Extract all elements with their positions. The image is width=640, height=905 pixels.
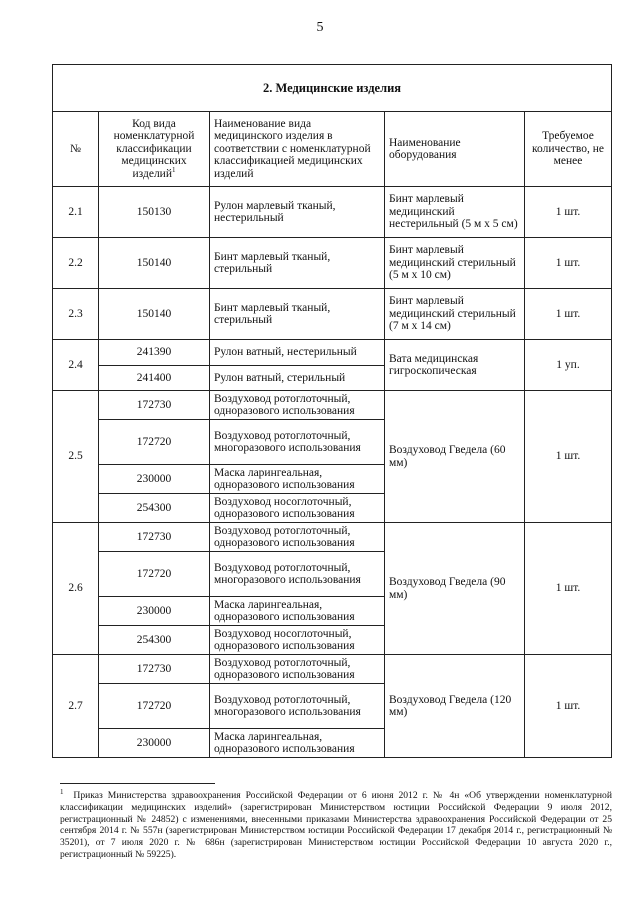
section-title-row [53,65,612,112]
row-num: 2.6 [53,523,99,655]
medical-devices-table [52,64,612,758]
table-row [53,523,612,552]
section-title: 2. Медицинские изделия [53,65,612,112]
row-qty: 1 шт. [525,289,612,340]
row-equipment: Бинт марлевый медицинский нестерильный (5 м x 5 см) [385,187,525,238]
footnote-text: Приказ Министерства здравоохранения Российской Федерации от 6 июня 2012 г. № 4н «Об утверждении номенклатурной классификации медицинских изделий» (зарегистрирован Министерством юстиции Российской Федерации 9 июля 2012, регистрационный № 24852) с изменениями, внесенными приказами Министерства здравоохранения Российской Федерации от 25 сентября 2014 г. № 557н (зарегистрирован Министерством юстиции Российской Федерации 17 декабря 2014 г., регистрационный № 35201), от 7 июля 2020 г. № 686н (зарегистрирован Министерством юстиции Российской Федерации 10 августа 2020 г., регистрационный № 59225). [60,790,612,860]
row-code: 172730 [99,523,210,552]
table-row [53,289,612,340]
row-num: 2.3 [53,289,99,340]
row-name: Маска ларингеальная, одноразового использования [210,729,385,758]
row-num: 2.1 [53,187,99,238]
row-code: 241400 [99,366,210,391]
row-num: 2.4 [53,340,99,391]
row-equipment: Бинт марлевый медицинский стерильный (7 м x 14 см) [385,289,525,340]
row-num: 2.7 [53,655,99,758]
table-row [53,340,612,366]
row-equipment: Воздуховод Гведела (120 мм) [385,655,525,758]
row-name: Воздуховод ротоглоточный, многоразового использования [210,684,385,729]
row-name: Воздуховод ротоглоточный, многоразового использования [210,552,385,597]
row-code: 172730 [99,655,210,684]
row-code: 172730 [99,391,210,420]
row-code: 254300 [99,494,210,523]
row-name: Рулон марлевый тканый, нестерильный [210,187,385,238]
row-equipment: Воздуховод Гведела (90 мм) [385,523,525,655]
table-row [53,187,612,238]
row-name: Маска ларингеальная, одноразового использования [210,597,385,626]
row-num: 2.5 [53,391,99,523]
row-code: 172720 [99,684,210,729]
row-code: 150140 [99,238,210,289]
header-num: № [53,112,99,187]
row-qty: 1 шт. [525,391,612,523]
row-code: 230000 [99,729,210,758]
row-code: 241390 [99,340,210,366]
row-qty: 1 шт. [525,523,612,655]
row-qty: 1 шт. [525,655,612,758]
row-name: Воздуховод носоглоточный, одноразового использования [210,626,385,655]
row-name: Рулон ватный, стерильный [210,366,385,391]
row-name: Воздуховод ротоглоточный, одноразового использования [210,391,385,420]
row-code: 150130 [99,187,210,238]
header-row [53,112,612,187]
header-code [99,112,210,187]
footnote-mark: 1 [60,787,64,796]
header-code-text: Код вида номенклатурной классификации медицинских изделий [113,117,195,180]
row-qty: 1 уп. [525,340,612,391]
row-code: 150140 [99,289,210,340]
header-qty: Требуемое количество, не менее [525,112,612,187]
row-num: 2.2 [53,238,99,289]
row-code: 172720 [99,552,210,597]
row-name: Рулон ватный, нестерильный [210,340,385,366]
footnote-divider [60,783,215,784]
footnote-ref: 1 [172,165,176,174]
row-equipment: Вата медицинская гигроскопическая [385,340,525,391]
page-number: 5 [316,20,324,35]
row-name: Воздуховод ротоглоточный, многоразового использования [210,420,385,465]
row-name: Воздуховод носоглоточный, одноразового использования [210,494,385,523]
table-row [53,391,612,420]
row-equipment: Бинт марлевый медицинский стерильный (5 м x 10 см) [385,238,525,289]
row-name: Воздуховод ротоглоточный, одноразового использования [210,523,385,552]
row-code: 230000 [99,597,210,626]
table-row [53,655,612,684]
footnote [60,787,612,861]
table-row [53,238,612,289]
row-code: 172720 [99,420,210,465]
row-qty: 1 шт. [525,187,612,238]
row-code: 254300 [99,626,210,655]
row-equipment: Воздуховод Гведела (60 мм) [385,391,525,523]
row-qty: 1 шт. [525,238,612,289]
row-code: 230000 [99,465,210,494]
row-name: Маска ларингеальная, одноразового использования [210,465,385,494]
header-equipment: Наименование оборудования [385,112,525,187]
header-name: Наименование вида медицинского изделия в соответствии с номенклатурной классификацией медицинских изделий [210,112,385,187]
row-name: Бинт марлевый тканый, стерильный [210,289,385,340]
row-name: Воздуховод ротоглоточный, одноразового использования [210,655,385,684]
row-name: Бинт марлевый тканый, стерильный [210,238,385,289]
